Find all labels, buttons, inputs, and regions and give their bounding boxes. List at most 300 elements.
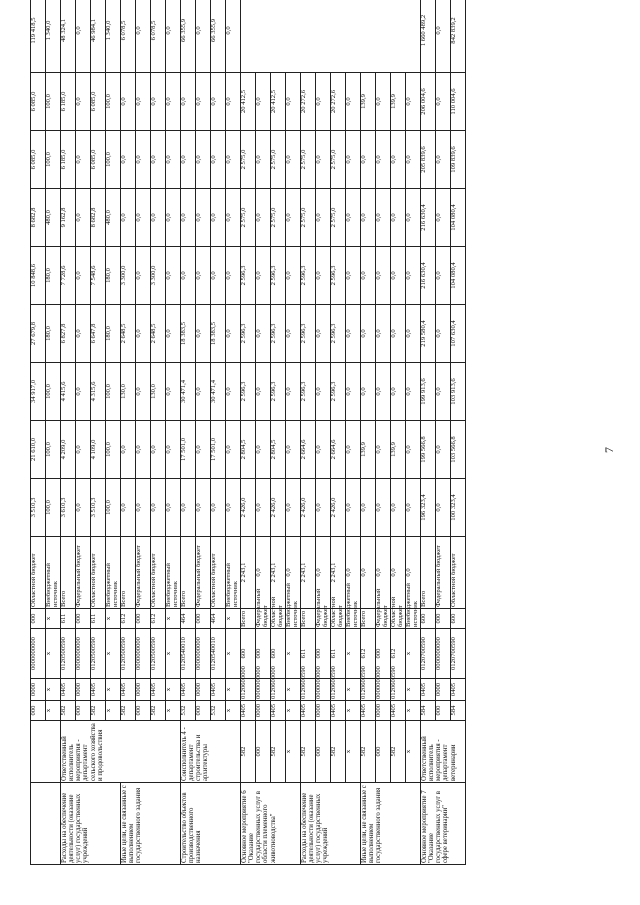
year-value-cell: 0,0 bbox=[376, 247, 391, 305]
rzpr-code-cell: 0405 bbox=[451, 679, 466, 701]
funding-source-cell: Внебюджетный источник bbox=[226, 537, 241, 609]
year-value-cell: 0,0 bbox=[376, 537, 391, 609]
funding-source-cell: Федеральный бюджет bbox=[76, 537, 91, 609]
year-value-cell: 0,0 bbox=[166, 479, 181, 537]
funding-source-cell: Федеральный бюджет bbox=[255, 588, 269, 627]
year-value-cell: 180,0 bbox=[46, 247, 61, 305]
rzpr-code-cell: х bbox=[46, 679, 61, 701]
year-value-cell: 2 596,3 bbox=[241, 247, 256, 305]
year-value-cell: 4 315,6 bbox=[91, 363, 106, 421]
vr-code-cell: 000 bbox=[256, 629, 271, 679]
grbs-code-cell: 582 bbox=[151, 701, 166, 721]
year-value-cell: 0,0 bbox=[391, 363, 406, 421]
csr-code-cell: 0120500590 bbox=[121, 629, 136, 679]
year-value-cell: 2 426,0 bbox=[241, 479, 256, 537]
rzpr-code-cell: 0000 bbox=[436, 679, 451, 701]
csr-code-cell: х bbox=[226, 629, 241, 679]
csr-code-cell: 0120600000 bbox=[241, 679, 256, 701]
year-value-cell: 4 209,0 bbox=[61, 421, 76, 479]
year-value-cell: 0,0 bbox=[361, 479, 376, 537]
year-value-cell: 0,0 bbox=[256, 189, 271, 247]
year-value-cell: 0,0 bbox=[121, 73, 136, 131]
year-value-cell: 2 575,0 bbox=[241, 131, 256, 189]
year-value-cell: 0,0 bbox=[121, 479, 136, 537]
rzpr-code-cell: х bbox=[346, 701, 361, 721]
table-row bbox=[271, 0, 286, 865]
vr-code-cell: х bbox=[406, 629, 421, 679]
year-value-cell: 130,0 bbox=[151, 363, 166, 421]
rzpr-code-cell: 0000 bbox=[256, 701, 271, 721]
grbs-code-cell: х bbox=[106, 701, 121, 721]
funding-source-cell: Внебюджетный источник bbox=[405, 583, 419, 627]
year-value-cell: 100,0 bbox=[46, 73, 61, 131]
funding-source-cell: Всего bbox=[181, 537, 196, 609]
funding-source-cell: Областной бюджет bbox=[151, 537, 166, 609]
year-value-cell: 139,9 bbox=[361, 421, 376, 479]
year-value-cell: 17 501,0 bbox=[211, 421, 226, 479]
year-value-cell: 0,0 bbox=[436, 421, 451, 479]
year-value-cell: 0,0 bbox=[406, 363, 421, 421]
table-row bbox=[31, 0, 46, 865]
total-value-cell: 119 418,5 bbox=[31, 0, 46, 73]
total-value-cell: 1 340,0 bbox=[106, 0, 121, 73]
funding-source-cell: Федеральный бюджет bbox=[375, 588, 389, 627]
table-row bbox=[301, 0, 316, 865]
year-value-cell: 0,0 bbox=[181, 479, 196, 537]
activity-name-cell: Иные цели, не связанные с выполнением государственного задания bbox=[361, 783, 421, 865]
grbs-code-cell: х bbox=[286, 721, 301, 783]
grbs-code-cell: х bbox=[346, 721, 361, 783]
year-value-cell: 0,0 bbox=[136, 131, 151, 189]
funding-source-cell: Внебюджетный источник bbox=[166, 537, 181, 609]
total-value-cell: 66 355,9 bbox=[211, 0, 226, 73]
rzpr-code-cell: 0405 bbox=[61, 679, 76, 701]
rzpr-code-cell: 0405 bbox=[331, 701, 346, 721]
year-value-cell: 0,0 bbox=[211, 189, 226, 247]
year-value-cell: 0,0 bbox=[151, 189, 166, 247]
total-value-cell: 139,9 bbox=[391, 73, 406, 131]
year-value-cell: 206 004,6 bbox=[421, 73, 436, 131]
year-value-cell: 0,0 bbox=[376, 421, 391, 479]
funding-source-cell: Всего bbox=[241, 609, 256, 629]
year-value-cell: 2 596,3 bbox=[301, 305, 316, 363]
year-value-cell: 4 415,6 bbox=[61, 363, 76, 421]
year-value-cell: 0,0 bbox=[166, 305, 181, 363]
year-value-cell: 2 596,3 bbox=[271, 247, 286, 305]
csr-code-cell: 0000000000 bbox=[136, 629, 151, 679]
total-value-cell: 20 412,5 bbox=[271, 73, 286, 131]
grbs-code-cell: 000 bbox=[436, 701, 451, 721]
year-value-cell: 0,0 bbox=[346, 479, 361, 537]
vr-code-cell: 600 bbox=[241, 629, 256, 679]
rzpr-code-cell: 0405 bbox=[361, 701, 376, 721]
year-value-cell: 0,0 bbox=[196, 363, 211, 421]
grbs-code-cell: 582 bbox=[331, 721, 346, 783]
rzpr-code-cell: 0405 bbox=[211, 679, 226, 701]
year-value-cell: 0,0 bbox=[181, 131, 196, 189]
year-value-cell: 0,0 bbox=[76, 73, 91, 131]
year-value-cell: 205 839,6 bbox=[421, 131, 436, 189]
total-value-cell: 0,0 bbox=[346, 73, 361, 131]
year-value-cell: 0,0 bbox=[436, 363, 451, 421]
year-value-cell: 0,0 bbox=[286, 479, 301, 537]
vr-code-cell: 000 bbox=[76, 609, 91, 629]
year-value-cell: 0,0 bbox=[316, 131, 331, 189]
year-value-cell: 18 383,5 bbox=[181, 305, 196, 363]
page-number: 7 bbox=[602, 447, 616, 453]
funding-source-cell: Областной бюджет bbox=[91, 537, 106, 609]
year-value-cell: 0,0 bbox=[136, 363, 151, 421]
rzpr-code-cell: 0405 bbox=[391, 701, 406, 721]
year-value-cell: 100,0 bbox=[106, 421, 121, 479]
funding-source-cell: Внебюджетный источник bbox=[46, 537, 61, 609]
year-value-cell: 0,0 bbox=[166, 421, 181, 479]
year-value-cell: 0,0 bbox=[226, 421, 241, 479]
vr-code-cell: 611 bbox=[61, 609, 76, 629]
total-value-cell: 1 340,0 bbox=[46, 0, 61, 73]
year-value-cell: 2 243,1 bbox=[331, 537, 346, 609]
funding-source-cell: Всего bbox=[301, 609, 316, 629]
year-value-cell: 0,0 bbox=[436, 247, 451, 305]
vr-code-cell: 611 bbox=[331, 629, 346, 679]
name-cell bbox=[31, 783, 61, 865]
funding-source-cell: Федеральный бюджет bbox=[436, 537, 451, 609]
total-value-cell: 6 078,5 bbox=[121, 0, 136, 73]
csr-code-cell: 0120540010 bbox=[181, 629, 196, 679]
year-value-cell: 0,0 bbox=[346, 363, 361, 421]
funding-source-cell: Областной бюджет bbox=[451, 537, 466, 609]
year-value-cell: 0,0 bbox=[316, 537, 331, 609]
year-value-cell: 2 804,5 bbox=[241, 421, 256, 479]
rzpr-code-cell: 0405 bbox=[241, 701, 256, 721]
year-value-cell: 0,0 bbox=[136, 479, 151, 537]
year-value-cell: 0,0 bbox=[256, 363, 271, 421]
csr-code-cell: 0000000000 bbox=[436, 629, 451, 679]
year-value-cell: 0,0 bbox=[286, 305, 301, 363]
grbs-code-cell: 532 bbox=[181, 701, 196, 721]
year-value-cell: 0,0 bbox=[136, 189, 151, 247]
year-value-cell: 2 664,6 bbox=[331, 421, 346, 479]
year-value-cell: 0,0 bbox=[361, 247, 376, 305]
year-value-cell: 103 913,6 bbox=[451, 363, 466, 421]
csr-code-cell: 0120500590 bbox=[91, 629, 106, 679]
year-value-cell: 0,0 bbox=[181, 189, 196, 247]
year-value-cell: 0,0 bbox=[151, 131, 166, 189]
total-value-cell: 46 984,1 bbox=[91, 0, 106, 73]
csr-code-cell: х bbox=[406, 679, 421, 701]
year-value-cell: 0,0 bbox=[166, 131, 181, 189]
year-value-cell: 18 383,5 bbox=[211, 305, 226, 363]
total-value-cell: 0,0 bbox=[406, 73, 421, 131]
csr-code-cell: 0120600000 bbox=[271, 679, 286, 701]
vr-code-cell: х bbox=[106, 609, 121, 629]
year-value-cell: 0,0 bbox=[286, 131, 301, 189]
year-value-cell: 6 085,0 bbox=[91, 73, 106, 131]
year-value-cell: 0,0 bbox=[391, 131, 406, 189]
vr-code-cell: х bbox=[166, 609, 181, 629]
year-value-cell: 6 647,8 bbox=[91, 305, 106, 363]
year-value-cell: 0,0 bbox=[211, 479, 226, 537]
funding-source-cell: Областной бюджет bbox=[390, 596, 404, 627]
total-value-cell: 0,0 bbox=[166, 0, 181, 73]
year-value-cell: 2 575,0 bbox=[271, 189, 286, 247]
year-value-cell: 0,0 bbox=[316, 305, 331, 363]
year-value-cell: 2 596,3 bbox=[301, 363, 316, 421]
csr-code-cell: 0120700590 bbox=[421, 629, 436, 679]
year-value-cell: 0,0 bbox=[256, 479, 271, 537]
total-value-cell: 0,0 bbox=[256, 73, 271, 131]
grbs-code-cell: 584 bbox=[451, 701, 466, 721]
table-row bbox=[421, 0, 436, 865]
table-row bbox=[406, 0, 421, 865]
table-row bbox=[256, 0, 271, 865]
year-value-cell: 0,0 bbox=[286, 421, 301, 479]
year-value-cell: 180,0 bbox=[46, 305, 61, 363]
year-value-cell: 2 575,0 bbox=[301, 131, 316, 189]
year-value-cell: 3 300,0 bbox=[151, 247, 166, 305]
csr-code-cell: 0120600590 bbox=[331, 679, 346, 701]
year-value-cell: 0,0 bbox=[346, 247, 361, 305]
activity-name-cell: Расходы на обеспечение деятельности (оказание услуг) государственных учреждений bbox=[301, 783, 361, 865]
year-value-cell: 8 682,8 bbox=[91, 189, 106, 247]
year-value-cell: 0,0 bbox=[406, 479, 421, 537]
total-value-cell: 842 839,2 bbox=[451, 0, 466, 73]
year-value-cell: 6 085,0 bbox=[31, 73, 46, 131]
year-value-cell: 0,0 bbox=[346, 421, 361, 479]
year-value-cell: 30 471,4 bbox=[181, 363, 196, 421]
year-value-cell: 180,0 bbox=[106, 305, 121, 363]
year-value-cell: 0,0 bbox=[76, 131, 91, 189]
total-value-cell: 0,0 bbox=[316, 73, 331, 131]
total-value-cell: 20 272,6 bbox=[331, 73, 346, 131]
vr-code-cell: 000 bbox=[316, 629, 331, 679]
year-value-cell: 100,0 bbox=[106, 479, 121, 537]
year-value-cell: 0,0 bbox=[376, 363, 391, 421]
vr-code-cell: 612 bbox=[391, 629, 406, 679]
funding-source-cell: Федеральный бюджет bbox=[196, 537, 211, 609]
year-value-cell: 0,0 bbox=[376, 189, 391, 247]
rzpr-code-cell: 0000 bbox=[31, 679, 46, 701]
rzpr-code-cell: х bbox=[406, 701, 421, 721]
grbs-code-cell: 582 bbox=[61, 701, 76, 721]
csr-code-cell: 0000000000 bbox=[76, 629, 91, 679]
grbs-code-cell: 000 bbox=[316, 721, 331, 783]
funding-source-cell: Всего bbox=[61, 537, 76, 609]
year-value-cell: 216 630,4 bbox=[421, 247, 436, 305]
grbs-code-cell: 532 bbox=[211, 701, 226, 721]
year-value-cell: 0,0 bbox=[256, 421, 271, 479]
year-value-cell: 196 323,4 bbox=[421, 479, 436, 537]
total-value-cell: 0,0 bbox=[436, 0, 451, 73]
year-value-cell: 0,0 bbox=[136, 73, 151, 131]
year-value-cell: 216 630,4 bbox=[421, 189, 436, 247]
year-value-cell: 0,0 bbox=[151, 421, 166, 479]
funding-source-cell: Всего bbox=[421, 537, 436, 609]
year-value-cell: 0,0 bbox=[166, 73, 181, 131]
year-value-cell: 0,0 bbox=[316, 247, 331, 305]
year-value-cell: 0,0 bbox=[151, 479, 166, 537]
year-value-cell: 0,0 bbox=[121, 131, 136, 189]
vr-code-cell: х bbox=[46, 609, 61, 629]
table-row bbox=[376, 0, 391, 865]
table-row bbox=[286, 0, 301, 865]
csr-code-cell: 0000000000 bbox=[376, 679, 391, 701]
year-value-cell: 2 575,0 bbox=[301, 189, 316, 247]
funding-source-cell: Всего bbox=[361, 609, 376, 629]
total-value-cell: 6 078,5 bbox=[151, 0, 166, 73]
year-value-cell: 100,0 bbox=[106, 73, 121, 131]
year-value-cell: 0,0 bbox=[316, 421, 331, 479]
grbs-code-cell: 582 bbox=[91, 701, 106, 721]
rzpr-code-cell: 0405 bbox=[151, 679, 166, 701]
vr-code-cell: 611 bbox=[91, 609, 106, 629]
year-value-cell: 3 610,3 bbox=[61, 479, 76, 537]
vr-code-cell: 600 bbox=[271, 629, 286, 679]
year-value-cell: 30 471,4 bbox=[211, 363, 226, 421]
rzpr-code-cell: 0405 bbox=[421, 679, 436, 701]
year-value-cell: 100 323,4 bbox=[451, 479, 466, 537]
year-value-cell: 0,0 bbox=[376, 479, 391, 537]
year-value-cell: 6 185,0 bbox=[61, 131, 76, 189]
activity-name-cell: Основное мероприятие 6 "Оказание государственных услуг в области племенного животноводства" bbox=[241, 783, 301, 865]
year-value-cell: 6 085,0 bbox=[91, 131, 106, 189]
year-value-cell: 0,0 bbox=[391, 247, 406, 305]
year-value-cell: 0,0 bbox=[226, 189, 241, 247]
year-value-cell: 0,0 bbox=[436, 305, 451, 363]
rzpr-code-cell: 0405 bbox=[91, 679, 106, 701]
vr-code-cell: 600 bbox=[421, 609, 436, 629]
year-value-cell: 107 630,4 bbox=[451, 305, 466, 363]
year-value-cell: 110 004,6 bbox=[451, 73, 466, 131]
budget-table bbox=[30, 0, 466, 865]
year-value-cell: 0,0 bbox=[226, 479, 241, 537]
year-value-cell: 0,0 bbox=[346, 305, 361, 363]
grbs-code-cell: 000 bbox=[136, 701, 151, 721]
year-value-cell: 0,0 bbox=[316, 189, 331, 247]
csr-code-cell: 0000000000 bbox=[31, 629, 46, 679]
year-value-cell: 0,0 bbox=[166, 363, 181, 421]
total-value-cell: 0,0 bbox=[196, 0, 211, 73]
funding-source-cell: Областной бюджет bbox=[330, 596, 344, 627]
year-value-cell: 0,0 bbox=[391, 479, 406, 537]
grbs-code-cell: х bbox=[226, 701, 241, 721]
year-value-cell: 0,0 bbox=[226, 363, 241, 421]
year-value-cell: 9 162,8 bbox=[61, 189, 76, 247]
csr-code-cell: 0120540010 bbox=[211, 629, 226, 679]
year-value-cell: 2 596,3 bbox=[241, 305, 256, 363]
rzpr-code-cell: 0000 bbox=[196, 679, 211, 701]
vr-code-cell: 000 bbox=[376, 629, 391, 679]
total-value-cell: 0,0 bbox=[376, 73, 391, 131]
vr-code-cell: х bbox=[226, 609, 241, 629]
rzpr-code-cell: 0405 bbox=[121, 679, 136, 701]
year-value-cell: 199 566,8 bbox=[421, 421, 436, 479]
year-value-cell: 0,0 bbox=[406, 131, 421, 189]
year-value-cell: 0,0 bbox=[166, 189, 181, 247]
year-value-cell: 2 596,3 bbox=[271, 305, 286, 363]
year-value-cell: 104 080,4 bbox=[451, 189, 466, 247]
year-value-cell: 480,0 bbox=[106, 189, 121, 247]
table-row bbox=[61, 0, 76, 865]
year-value-cell: 2 243,1 bbox=[241, 537, 256, 609]
year-value-cell: 2 575,0 bbox=[331, 131, 346, 189]
year-value-cell: 0,0 bbox=[436, 479, 451, 537]
funding-source-cell: Областной бюджет bbox=[211, 537, 226, 609]
year-value-cell: 0,0 bbox=[376, 131, 391, 189]
year-value-cell: 0,0 bbox=[196, 189, 211, 247]
rzpr-code-cell: 0000 bbox=[316, 701, 331, 721]
grbs-code-cell: 000 bbox=[31, 701, 46, 721]
table-row bbox=[181, 0, 196, 865]
year-value-cell: 2 575,0 bbox=[331, 189, 346, 247]
rzpr-code-cell: 0000 bbox=[136, 679, 151, 701]
year-value-cell: 480,0 bbox=[46, 189, 61, 247]
vr-code-cell: х bbox=[346, 629, 361, 679]
vr-code-cell: 000 bbox=[31, 609, 46, 629]
total-value-cell: 66 355,9 bbox=[181, 0, 196, 73]
vr-code-cell: 464 bbox=[181, 609, 196, 629]
year-value-cell: 0,0 bbox=[196, 247, 211, 305]
csr-code-cell: 0120600590 bbox=[301, 679, 316, 701]
year-value-cell: 0,0 bbox=[346, 537, 361, 609]
rzpr-code-cell: 0000 bbox=[76, 679, 91, 701]
year-value-cell: 6 085,0 bbox=[31, 131, 46, 189]
grbs-code-cell: 584 bbox=[421, 701, 436, 721]
year-value-cell: 2 596,3 bbox=[271, 363, 286, 421]
table-row bbox=[241, 0, 256, 865]
table-row bbox=[391, 0, 406, 865]
year-value-cell: 2 596,3 bbox=[301, 247, 316, 305]
year-value-cell: 6 185,0 bbox=[61, 73, 76, 131]
year-value-cell: 0,0 bbox=[286, 189, 301, 247]
year-value-cell: 0,0 bbox=[406, 305, 421, 363]
grbs-code-cell: х bbox=[46, 701, 61, 721]
csr-code-cell: 0120500590 bbox=[151, 629, 166, 679]
csr-code-cell: 0000000000 bbox=[316, 679, 331, 701]
executor-cell: Ответственный исполнитель мероприятия - департамент ветеринарии bbox=[421, 721, 466, 783]
year-value-cell: 130,0 bbox=[121, 363, 136, 421]
total-value-cell: 48 324,1 bbox=[61, 0, 76, 73]
rzpr-code-cell: х bbox=[226, 679, 241, 701]
vr-code-cell: 000 bbox=[136, 609, 151, 629]
year-value-cell: 0,0 bbox=[181, 247, 196, 305]
year-value-cell: 100,0 bbox=[46, 131, 61, 189]
year-value-cell: 0,0 bbox=[136, 305, 151, 363]
year-value-cell: 0,0 bbox=[316, 479, 331, 537]
year-value-cell: 0,0 bbox=[391, 189, 406, 247]
grbs-code-cell: 582 bbox=[121, 701, 136, 721]
year-value-cell: 0,0 bbox=[406, 537, 421, 609]
total-value-cell: 20 272,6 bbox=[301, 73, 316, 131]
rzpr-code-cell: х bbox=[286, 701, 301, 721]
year-value-cell: 0,0 bbox=[121, 189, 136, 247]
year-value-cell: 0,0 bbox=[196, 131, 211, 189]
year-value-cell: 0,0 bbox=[196, 305, 211, 363]
year-value-cell: 0,0 bbox=[406, 421, 421, 479]
year-value-cell: 0,0 bbox=[436, 131, 451, 189]
year-value-cell: 2 648,5 bbox=[151, 305, 166, 363]
year-value-cell: 180,0 bbox=[106, 247, 121, 305]
year-value-cell: 0,0 bbox=[391, 305, 406, 363]
year-value-cell: 0,0 bbox=[211, 131, 226, 189]
year-value-cell: 219 580,4 bbox=[421, 305, 436, 363]
vr-code-cell: 611 bbox=[301, 629, 316, 679]
funding-source-cell: Федеральный бюджет bbox=[136, 537, 151, 609]
year-value-cell: 3 510,3 bbox=[91, 479, 106, 537]
year-value-cell: 0,0 bbox=[391, 537, 406, 609]
table-row bbox=[331, 0, 346, 865]
year-value-cell: 0,0 bbox=[76, 421, 91, 479]
